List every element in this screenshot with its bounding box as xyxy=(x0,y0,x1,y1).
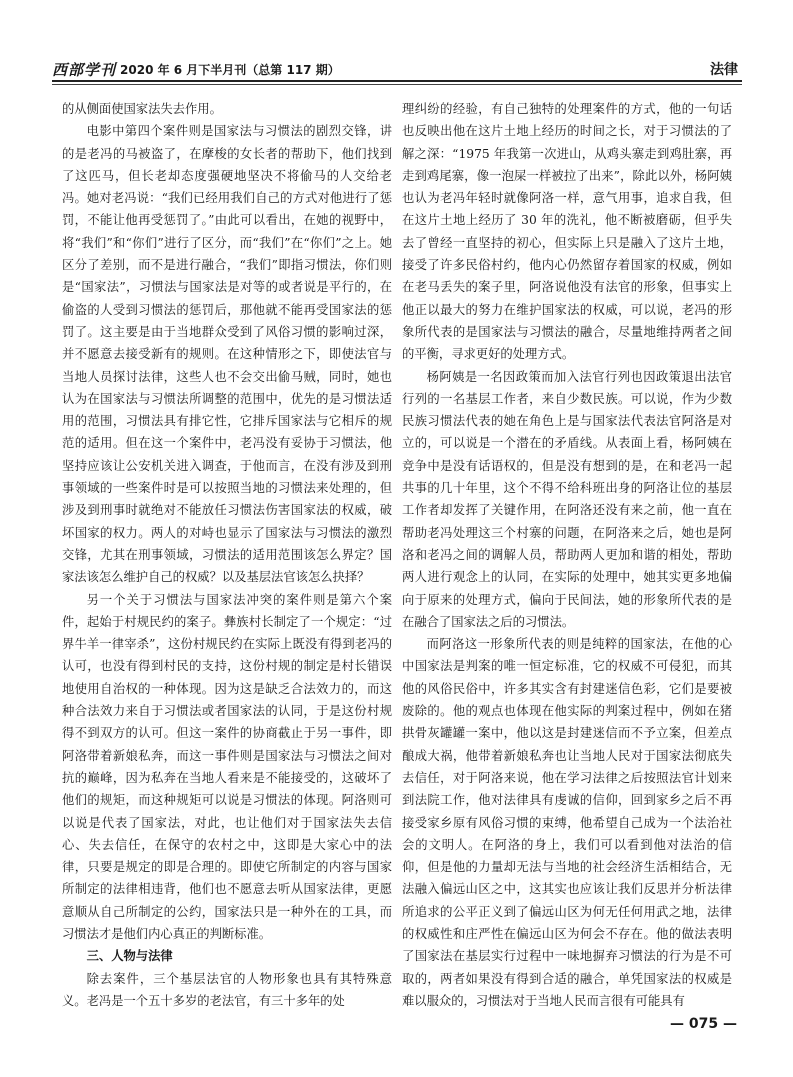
header-rule-thin xyxy=(52,84,742,85)
running-header xyxy=(52,55,742,79)
section-label: 法律 xyxy=(710,62,738,78)
page-number: — 075 — xyxy=(670,1016,737,1032)
section-heading: 三、人物与法律 xyxy=(86,949,173,964)
header-rule-thick xyxy=(52,80,742,82)
paragraph: 电影中第四个案件则是国家法与习惯法的剧烈交锋，讲的是老冯的马被盗了，在摩梭的女长者的帮助下，他们找到了这匹马，但长老却态度强硬地坚决不将偷马的人交给老冯。她对老冯说：“我们已经用我们自己的方式对他进行了惩罚，不能让他再受惩罚了。”由此可以看出，在她的视野中，将“我们”和“你们”进行了区分，而“我们”在“你们”之上。她区分了差别，而不是进行融合，“我们”即指习惯法，你们则是“国家法”，习惯法与国家法是对等的或者说是平行的，在偷盗的人受到习惯法的惩罚后，那他就不能再受国家法的惩罚了。这主要是由于当地群众受到了风俗习惯的影响过深，并不愿意去接受新有的规则。在这种情形之下，即使法官与当地人员探讨法律，这些人也不会交出偷马贼，同时，她也认为在国家法与习惯法所调整的范围中，优先的是习惯法适用的范围，习惯法具有排它性，它排斥国家法与它相斥的规范的适用。但在这一个案件中，老冯没有妥协于习惯法，他坚持应该让公安机关进入调查，于他而言，在没有涉及到刑事领域的一些案件时是可以按照当地的习惯法来处理的，但涉及到刑事时就绝对不能放任习惯法伤害国家法的权威，破坏国家的权力。两人的对峙也显示了国家法与习惯法的激烈交锋，尤其在刑事领域，习惯法的适用范围该怎么界定？国家法该怎么维护自己的权威？以及基层法官该怎么抉择？ xyxy=(62,124,392,585)
journal-issue-info: 2020 年 6 月下半月刊（总第 117 期） xyxy=(120,63,340,77)
right-column xyxy=(402,98,732,1012)
paragraph: 而阿洛这一形象所代表的则是纯粹的国家法，在他的心中国家法是判案的唯一恒定标准，它的权威不可侵犯，而其他的风俗民俗中，许多其实含有封建迷信色彩，它们是要被废除的。他的观点也体现在他实际的判案过程中，例如在猪拱骨灰罐罐一案中，他以这是封建迷信而不予立案，但差点酿成大祸，他带着新娘私奔也让当地人民对于国家法彻底失去信任，对于阿洛来说，他在学习法律之后按照法官计划来到法院工作，他对法律具有虔诚的信仰，回到家乡之后不再接受家乡原有风俗习惯的束缚，他希望自己成为一个法治社会的文明人。在阿洛的身上，我们可以看到他对法治的信仰，但是他的力量却无法与当地的社会经济生活相结合，无法融入偏远山区之中，这其实也应该让我们反思并分析法律所追求的公平正义到了偏远山区为何无任何用武之地，法律的权威性和庄严性在偏远山区为何会不存在。他的做法表明了国家法在基层实行过程中一味地摒弃习惯法的行为是不可取的，两者如果没有得到合适的融合，单凭国家法的权威是难以服众的，习惯法对于当地人民而言很有可能具有 xyxy=(402,637,732,1008)
paragraph: 除去案件，三个基层法官的人物形象也具有其特殊意义。老冯是一个五十多岁的老法官，有三十多年的处 xyxy=(62,971,392,1008)
paragraph: 理纠纷的经验，有自己独特的处理案件的方式，他的一句话也反映出他在这片土地上经历的时间之长，对于习惯法的了解之深：“1975 年我第一次进山，从鸡头寨走到鸡肚寨，再走到鸡尾寨，像一泡屎一样被拉了出来”，除此以外，杨阿姨也认为老冯年轻时就像阿洛一样，意气用事，追求自我，但在这片土地上经历了 30 年的洗礼，他不断被磨砺，但乎失去了曾经一直坚持的初心，但实际上只是融入了这片土地，接受了许多民俗村约，他内心仍然留存着国家的权威，例如在老马丢失的案子里，阿洛说他没有法官的形象，但事实上他正以最大的努力在维护国家法的权威，可以说，老冯的形象所代表的是国家法与习惯法的融合，尽量地维持两者之间的平衡，寻求更好的处理方式。 xyxy=(402,102,732,362)
paragraph: 另一个关于习惯法与国家法冲突的案件则是第六个案件，起始于村规民约的案子。彝族村长制定了一个规定：“过界牛羊一律宰杀”，这份村规民约在实际上既没有得到老冯的认可，也没有得到村民的支持，这份村规的制定是村长错误地使用自治权的一种体现。因为这是缺乏合法效力的，而这种合法效力来自于习惯法或者国家法的认同，于是这份村规得不到双方的认可。但这一案件的协商截止于另一事件，即阿洛带着新娘私奔，而这一事件则是国家法与习惯法之间对抗的巅峰，因为私奔在当地人看来是不能接受的，这破坏了他们的规矩，而这种规矩可以说是习惯法的体现。阿洛则可以说是代表了国家法，对此，也让他们对于国家法失去信心、失去信任，在保守的农村之中，这即是大家心中的法律，只要是规定的即是合理的。即使它所制定的内容与国家所制定的法律相违背，他们也不愿意去听从国家法律，更愿意顺从自己所制定的公约，国家法只是一种外在的工具，而习惯法才是他们内心真正的判断标准。 xyxy=(62,592,392,941)
left-column xyxy=(62,98,392,1012)
paragraph: 的从侧面使国家法失去作用。 xyxy=(62,102,222,116)
journal-masthead-logo: 西部学刊 xyxy=(52,61,117,79)
paragraph: 杨阿姨是一名因政策而加入法官行列也因政策退出法官行列的一名基层工作者，来自少数民族。可以说，作为少数民族习惯法代表的她在角色上是与国家法代表法官阿洛是对立的，可以说是一个潜在的矛盾线。从表面上看，杨阿姨在竞争中是没有话语权的，但是没有想到的是，在和老冯一起共事的几十年里，这个不得不给科班出身的阿洛让位的基层工作者却发挥了关键作用，在阿洛还没有来之前，他一直在帮助老冯处理这三个村寨的问题，在阿洛来之后，她也是阿洛和老冯之间的调解人员，帮助两人更加和谐的相处，帮助两人进行观念上的认同，在实际的处理中，她其实更多地偏向于原来的处理方式，偏向于民间法，她的形象所代表的是在融合了国家法之后的习惯法。 xyxy=(402,369,732,629)
